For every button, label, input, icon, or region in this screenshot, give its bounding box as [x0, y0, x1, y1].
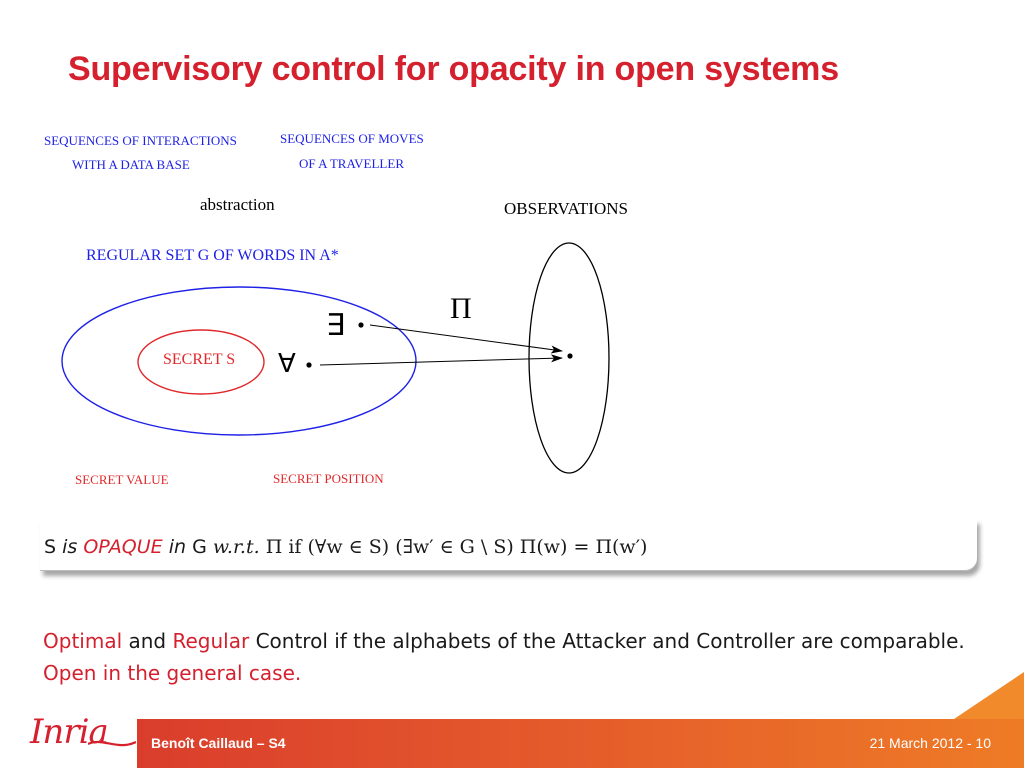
footer-corner-accent: [954, 672, 1024, 719]
conclusion-regular: Regular: [172, 629, 250, 653]
def-wrt: w.r.t.: [212, 536, 260, 558]
def-condition: if (∀w ∈ S) (∃w′ ∈ G \ S) Π(w) = Π(w′): [288, 536, 648, 558]
footer-date-page: 21 March 2012 - 10: [869, 735, 991, 751]
projection-arrow-forall: [320, 358, 562, 365]
conclusion-text: [43, 625, 993, 689]
conclusion-open-case: Open in the general case.: [43, 661, 302, 685]
def-pi: Π: [265, 536, 283, 558]
observation-point: [567, 353, 572, 358]
label-secret-position: SECRET POSITION: [273, 471, 384, 486]
def-opaque: OPAQUE: [83, 536, 163, 558]
label-abstraction: abstraction: [200, 195, 275, 214]
exists-symbol: ∃: [326, 309, 345, 342]
label-secret: SECRET S: [163, 351, 236, 368]
regular-set-ellipse: [62, 287, 416, 435]
label-moves-line1: SEQUENCES OF MOVES: [280, 131, 424, 146]
inria-logo: Inria: [30, 712, 108, 752]
conclusion-rest: Control if the alphabets of the Attacker and Controller are comparable.: [255, 629, 965, 653]
conclusion-optimal: Optimal: [43, 629, 123, 653]
slide-title: Supervisory control for opacity in open systems: [68, 50, 839, 88]
def-g: G: [192, 536, 207, 558]
exists-point: [358, 322, 363, 327]
def-is: is: [62, 536, 78, 558]
def-in: in: [168, 536, 187, 558]
label-regular-set: REGULAR SET G OF WORDS IN A*: [86, 247, 339, 264]
logo-swoosh-icon: [88, 738, 136, 750]
label-interactions-line1: SEQUENCES OF INTERACTIONS: [44, 133, 237, 148]
label-interactions-line2: WITH A DATA BASE: [72, 157, 190, 172]
def-s: S: [44, 536, 57, 558]
conclusion-and: and: [128, 629, 167, 653]
projection-pi-symbol: Π: [450, 292, 472, 325]
forall-point: [306, 362, 311, 367]
footer-author: Benoît Caillaud – S4: [151, 735, 286, 751]
label-secret-value: SECRET VALUE: [75, 472, 169, 487]
opacity-definition: [44, 536, 647, 558]
label-moves-line2: OF A TRAVELLER: [299, 156, 404, 171]
projection-arrow-exists: [370, 325, 562, 351]
label-observations: OBSERVATIONS: [504, 199, 628, 218]
forall-symbol: ∀: [278, 349, 296, 378]
